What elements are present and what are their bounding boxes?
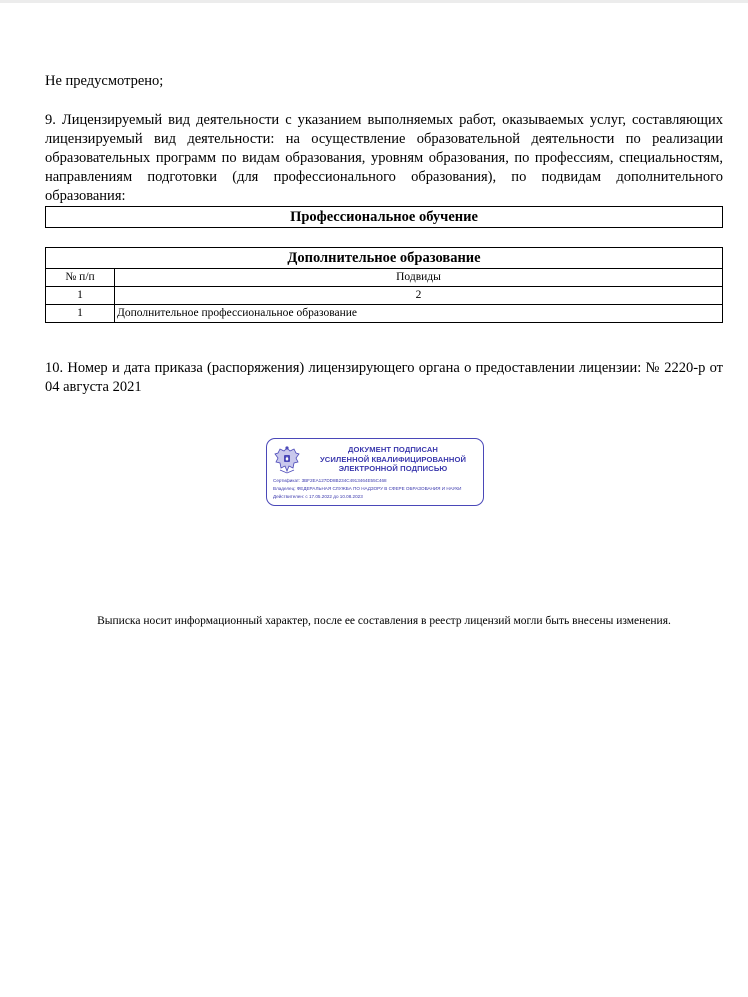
stamp-heading-line-3: ЭЛЕКТРОННОЙ ПОДПИСЬЮ [338, 464, 448, 474]
additional-education-title: Дополнительное образование [46, 248, 723, 269]
column-header-number: № п/п [46, 269, 115, 287]
column-header-subtypes: Подвиды [115, 269, 723, 287]
stamp-owner: Владелец: ФЕДЕРАЛЬНАЯ СЛУЖБА ПО НАДЗОРУ В СФЕРЕ ОБРАЗОВАНИЯ И НАУКИ [273, 486, 462, 491]
top-divider [0, 0, 748, 3]
additional-education-table [45, 247, 723, 323]
table-header-row [46, 269, 723, 287]
not-provided-text: Не предусмотрено; [45, 73, 164, 89]
footer-disclaimer: Выписка носит информационный характер, после ее составления в реестр лицензий могли быть внесены изменения. [97, 615, 671, 627]
column-index-1: 1 [46, 287, 115, 305]
stamp-heading-line-1: ДОКУМЕНТ ПОДПИСАН [347, 445, 439, 454]
table-row [46, 305, 723, 323]
table-index-row [46, 287, 723, 305]
professional-training-table [45, 206, 723, 228]
row-subtype: Дополнительное профессиональное образование [115, 305, 723, 323]
coat-of-arms-icon [274, 445, 300, 475]
row-number: 1 [46, 305, 115, 323]
item-10-paragraph: 10. Номер и дата приказа (распоряжения) лицензирующего органа о предоставлении лицензии: № 2220-р от 04 августа 2021 [45, 360, 723, 395]
stamp-heading-line-2: УСИЛЕННОЙ КВАЛИФИЦИРОВАННОЙ [319, 454, 467, 464]
electronic-signature-stamp [266, 438, 484, 506]
stamp-heading [307, 445, 479, 474]
item-9-paragraph: 9. Лицензируемый вид деятельности с указанием выполняемых работ, оказываемых услуг, составляющих лицензируемый вид деятельности: на осуществление образовательной деятельности по реализации образовательных программ по видам образования, уровням образования, по профессиям, специальностям, направлениям подготовки (для профессионального образования), по подвидам дополнительного образования: [45, 112, 723, 204]
stamp-certificate: Сертификат: 3BF2EA127DD8B234C4913464E55C468 [273, 478, 387, 483]
stamp-validity: Действителен: с 17.05.2022 до 10.08.2023 [273, 494, 363, 499]
column-index-2: 2 [115, 287, 723, 305]
professional-training-title: Профессиональное обучение [46, 207, 723, 228]
